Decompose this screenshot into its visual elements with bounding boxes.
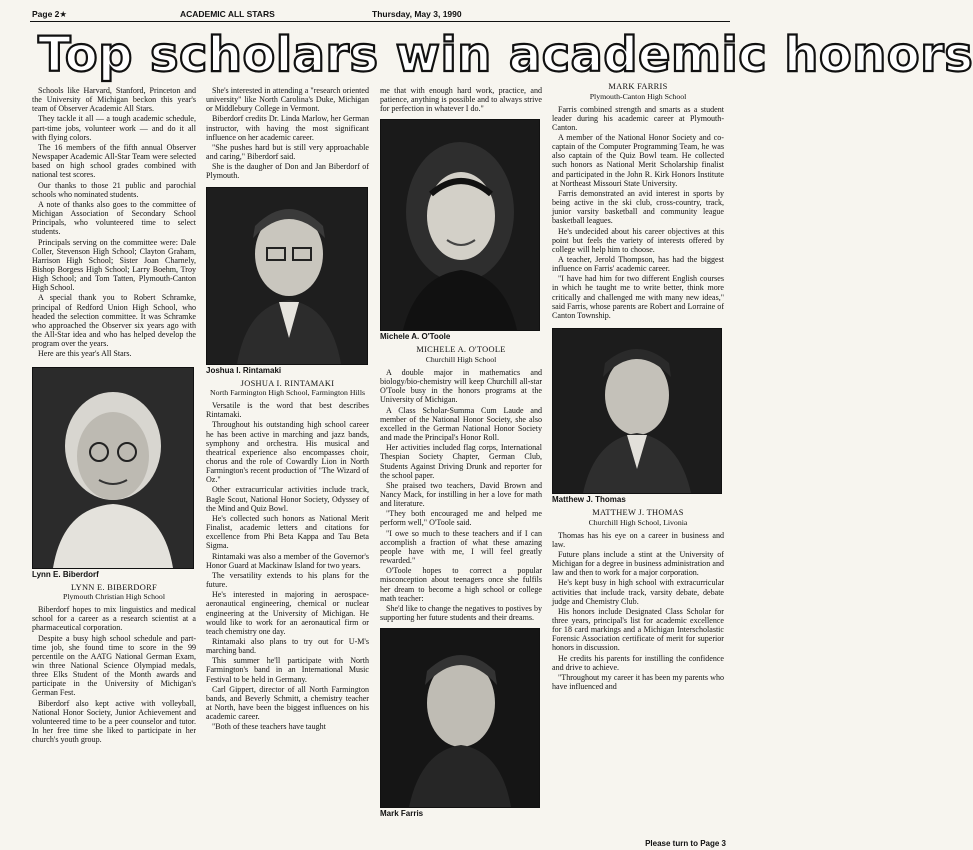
paragraph: Biberdorf also kept active with volleyball, National Honor Society, Junior Achievement and volunteered time to be a peer counselor and tutor. In her free time she liked to participate in her church's youth group.: [32, 698, 196, 745]
paragraph: "Throughout my career it has been my parents who have influenced and: [552, 672, 724, 692]
paragraph: She's interested in attending a "research oriented university" like North Carolina's Duke, Michigan or Middlebury College in Vermont.: [206, 86, 369, 114]
page-number: Page 2★: [32, 9, 68, 19]
paragraph: "I have had him for two different English courses in which he taught me to write better, think more critically and challenged me with many new ideas," said Farris, whose parents are Robert and Lorraine of Canton Township.: [552, 274, 724, 320]
paragraph: O'Toole hopes to correct a popular misconception about teenagers once she fulfils her dream to become a high school or college math teacher:: [380, 566, 542, 603]
paragraph: Biberdorf hopes to mix linguistics and medical school for a career as a research scientist at a pharmaceutical corporation.: [32, 605, 196, 633]
paragraph: He credits his parents for instilling the confidence and drive to achieve.: [552, 653, 724, 672]
paragraph: Thomas has his eye on a career in business and law.: [552, 530, 724, 549]
student-name: MICHELE A. O'TOOLE: [416, 345, 506, 355]
paragraph: His honors include Designated Class Scholar for three years, principal's list for academic excellence for 18 card markings and a Michigan Interscholastic Forensic Association certificate of merit for superior honors in discussion.: [552, 606, 724, 653]
paragraph: "They both encouraged me and helped me perform well," O'Toole said.: [380, 509, 542, 528]
paragraph: "Both of these teachers have taught: [212, 722, 326, 732]
rintamaki-photo: [206, 187, 368, 365]
student-school: Churchill High School: [425, 354, 497, 364]
paragraph: Versatile is the word that best describes Rintamaki.: [206, 401, 369, 420]
column-3: [380, 86, 542, 822]
paragraph: A double major in mathematics and biology/bio-chemistry will keep Churchill all-star O'Toole busy in the honors programs at the University of Michigan.: [380, 367, 542, 405]
paragraph: Here are this year's All Stars.: [38, 349, 132, 359]
biberdorf-photo: [32, 367, 194, 569]
paragraph: Farris combined strength and smarts as a student leader during his academic career at Plymouth-Canton.: [552, 104, 724, 132]
photo-caption: Joshua I. Rintamaki: [206, 365, 282, 375]
student-name: MARK FARRIS: [608, 82, 668, 91]
intro-text: [32, 86, 196, 359]
paragraph: She praised two teachers, David Brown and Nancy Mack, for instilling in her a love for math and literature.: [380, 480, 542, 509]
paragraph: He's collected such honors as National Merit Finalist, academic letters and citations for excellence from Phi Beta Kappa and Tau Beta Sigma.: [206, 513, 369, 551]
student-school: Churchill High School, Livonia: [588, 517, 688, 527]
paragraph: A special thank you to Robert Schramke, principal of Redford Union High School, who headed the selection committee. It was Schramke who approached the Observer six years ago with the All-Star idea and who has helped develop the program over the years.: [32, 293, 196, 349]
paragraph: Carl Gippert, director of all North Farmington bands, and Beverly Schmitt, a chemistry teacher at North, have been the biggest influences on his academic career.: [206, 684, 369, 722]
farris-photo: [380, 628, 540, 808]
section-title: ACADEMIC ALL STARS: [180, 9, 275, 19]
paragraph: The versatility extends to his plans for the future.: [206, 570, 369, 590]
photo-caption: Matthew J. Thomas: [552, 495, 626, 505]
paragraph: Our thanks to those 21 public and parochial schools who nominated students.: [32, 180, 196, 199]
paragraph: Rintamaki also plans to try out for U-M's marching band.: [206, 636, 369, 656]
paragraph: Biberdorf credits Dr. Linda Marlow, her German instructor, with having the most significant influence on her academic career.: [206, 114, 369, 142]
column-1: [32, 86, 196, 745]
paragraph: He's interested in majoring in aerospace-aeronautical engineering, chemical or nuclear engineering at the University of Michigan. He would like to work for an aeronautical firm or teach chemistry one day.: [206, 590, 369, 636]
paragraph: A Class Scholar-Summa Cum Laude and member of the National Honor Society, she also excelled in the German National Honor Society and made the Principal's Honor Roll.: [380, 405, 542, 443]
student-name: LYNN E. BIBERDORF: [71, 582, 157, 592]
paragraph: This summer he'll participate with North Farmington's band in an International Music Festival to be held in Germany.: [206, 656, 369, 684]
paragraph: me that with enough hard work, practice, and patience, anything is possible and to always strive for perfection in whatever I do.": [380, 86, 542, 114]
paragraph: "She pushes hard but is still very approachable and caring," Biberdorf said.: [206, 142, 369, 162]
paragraph: Her activities included flag corps, International Thespian Society Chapter, German Club, Students Against Driving Drunk and reporter for the school paper.: [380, 443, 542, 480]
paragraph: She is the daugher of Don and Jan Biberdorf of Plymouth.: [206, 162, 369, 181]
student-school: Plymouth-Canton High School: [589, 91, 687, 101]
paragraph: The 16 members of the fifth annual Observer Newspaper Academic All-Star Team were selected based on high school grades combined with national test scores.: [32, 142, 196, 180]
photo-caption: Michele A. O'Toole: [380, 332, 451, 342]
paragraph: Rintamaki was also a member of the Governor's Honor Guard at Mackinaw Island for two years.: [206, 551, 369, 570]
paragraph: Other extracurricular activities include track, Bagle Scout, National Honor Society, Odyssey of the Mind and Quiz Bowl.: [206, 485, 369, 513]
masthead: [30, 8, 730, 22]
headline: Top scholars win academic honors: [38, 27, 973, 83]
column-4: [552, 82, 724, 692]
paragraph: A teacher, Jerold Thompson, has had the biggest influence on Farris' academic career.: [552, 255, 724, 274]
otoole-photo: [380, 119, 540, 331]
issue-date: Thursday, May 3, 1990: [372, 9, 462, 19]
paragraph: A note of thanks also goes to the committee of Michigan Association of Secondary School Principals, who volunteered time to select students.: [32, 199, 196, 237]
continued-notice: Please turn to Page 3: [645, 839, 726, 848]
student-name: MATTHEW J. THOMAS: [592, 508, 684, 518]
paragraph: Despite a busy high school schedule and part-time job, she found time to score in the 99 percentile on the AATG National German Exam, win three National Science Olympiad medals, three Elks Student of the Month awards and participate in the University of Michigan's German Fest.: [32, 633, 196, 698]
paragraph: They tackle it all — a tough academic schedule, part-time jobs, volunteer work — and do it all with flying colors.: [32, 114, 196, 142]
thomas-photo: [552, 328, 722, 494]
student-name: JOSHUA I. RINTAMAKI: [240, 378, 335, 388]
paragraph: Farris demonstrated an avid interest in sports by being active in the ski club, cross-country, track, junior varsity basketball and community league basketball leagues.: [552, 188, 724, 226]
paragraph: She'd like to change the negatives to postives by supporting her future students and their dreams.: [380, 603, 542, 623]
photo-caption: Lynn E. Biberdorf: [32, 569, 99, 579]
paragraph: Principals serving on the committee were: Dale Coller, Stevenson High School; Clayton Graham, Harrison High School; Sister Joan Charnely, Bishop Borgess High School; Larry Boehm, Troy High School; and Tom Tatten, Plymouth-Canton High School.: [32, 237, 196, 293]
paragraph: Future plans include a stint at the University of Michigan for a degree in business administration and law and then to work for a major corporation.: [552, 549, 724, 578]
student-school: Plymouth Christian High School: [62, 592, 165, 602]
paragraph: He's kept busy in high school with extracurricular activities that include track, varsity debate, debate judge and Chemistry Club.: [552, 578, 724, 606]
photo-caption: Mark Farris: [380, 809, 424, 819]
column-2: [206, 86, 369, 733]
paragraph: "I owe so much to these teachers and if I can accomplish a fraction of what these amazing people have with me, I will feel greatly rewarded.": [380, 528, 542, 566]
student-school: North Farmington High School, Farmington Hills: [209, 388, 366, 398]
paragraph: A member of the National Honor Society and co-captain of the Computer Programming Team, he was also captain of the Quiz Bowl team. He collected such honors as National Merit Scholarship finalist and participated in the John R. Kirk Honors Institute at Northeast Missouri State University.: [552, 132, 724, 188]
paragraph: Schools like Harvard, Stanford, Princeton and the University of Michigan beckon this year's team of Observer Academic All Stars.: [32, 86, 196, 114]
paragraph: Throughout his outstanding high school career he has been active in marching and jazz bands, symphony and orchestra. His musical and theatrical experience also encompasses choir, chorus and the role of Cowardly Lion in North Farmington's recent production of "The Wizard of Oz.": [206, 420, 369, 485]
paragraph: He's undecided about his career objectives at this point but feels the variety of interests offered by college will help him to choose.: [552, 226, 724, 254]
